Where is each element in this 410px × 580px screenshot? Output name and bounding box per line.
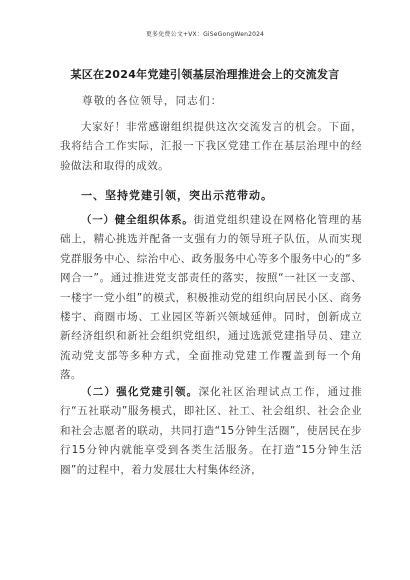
paragraph-subheading: （二）强化党建引领。 <box>81 386 199 398</box>
header-note: 更多免费公文+VX：GiSeGongWen2024 <box>145 31 265 38</box>
paragraph-body: 街道党组织建设在网格化管理的基础上，精心挑选并配备一支强有力的领导班子队伍，从而实现党群服务中心、综治中心、政务服务中心等多个服务中心的“多网合一”。通过推进党支部责任的落实，按照“一社区一支部、一楼宇一党小组”的模式，积极推动党的组织向居民小区、商务楼宇、商圈市场、工业园区等新兴领域延伸。同时，创新成立新经济组织和新社会组织党组织，通过选派党建指导员、建立流动党支部等多种方式，全面推动党建工作覆盖到每一个角落。 <box>60 214 363 382</box>
salutation: 尊敬的各位领导，同志们： <box>82 95 223 107</box>
paragraph-organization <box>60 211 362 386</box>
paragraph-subheading: （一）健全组织体系。 <box>81 214 194 226</box>
section-heading: 一、坚持党建引领，突出示范带动。 <box>81 189 273 202</box>
paragraph-leadership <box>60 383 362 480</box>
paragraph-body: 深化社区治理试点工作，通过推行“五社联动”服务模式，即社区、社工、社会组织、社会企业和社会志愿者的联动，共同打造“15分钟生活圈”，使居民在步行15分钟内就能享受到各类生活服务。在打造“15分钟生活圈”的过程中，着力发展壮大村集体经济， <box>60 386 362 476</box>
document-title: 某区在2024年党建引领基层治理推进会上的交流发言 <box>70 68 340 81</box>
intro-paragraph: 大家好！非常感谢组织提供这次交流发言的机会。下面，我将结合工作实际，汇报一下我区党建工作在基层治理中的经验做法和取得的成效。 <box>60 121 362 172</box>
